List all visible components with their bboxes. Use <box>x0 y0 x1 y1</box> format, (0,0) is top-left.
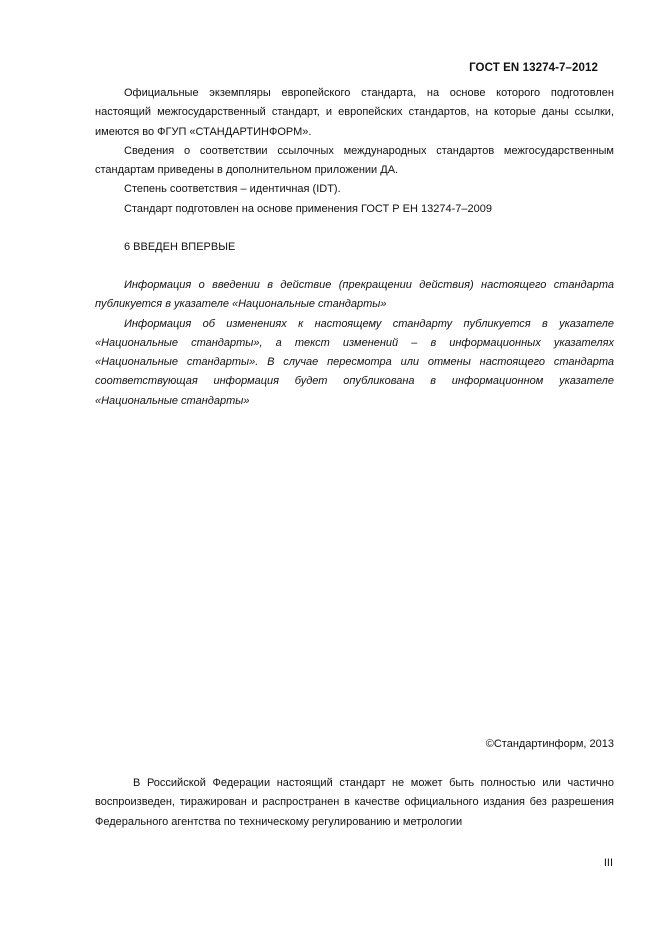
intro-paragraph-official-copies: Официальные экземпляры европейского стандарта, на основе которого подготовлен настоящий межгосударственный стандарт, и европейских стандартов, на которые даны ссылки, имеются во ФГУП «СТАНДАРТИНФОРМ». <box>95 87 614 138</box>
info-paragraph-changes: Информация об изменениях к настоящему стандарту публикуется в указателе «Национальные стандарты», а текст изменений – в информационных указателях «Национальные стандарты». В случае пересмотра или отмены настоящего стандарта соответствующая информация будет опубликована в информационном указателе «Национальные стандарты» <box>95 317 614 407</box>
document-code-header: ГОСТ EN 13274-7–2012 <box>469 62 598 74</box>
copyright-notice: ©Стандартинформ, 2013 <box>485 738 614 750</box>
info-section <box>95 276 614 411</box>
intro-paragraph-basis: Стандарт подготовлен на основе применения ГОСТ Р ЕН 13274-7–2009 <box>124 202 492 215</box>
rf-notice-section <box>95 774 614 832</box>
section-6 <box>124 238 643 257</box>
intro-paragraph-references: Сведения о соответствии ссылочных международных стандартов межгосударственным стандартам приведены в дополнительном приложении ДА. <box>95 144 614 177</box>
rf-notice-paragraph: В Российской Федерации настоящий стандарт не может быть полностью или частично воспроизведен, тиражирован и распространен в качестве официального издания без разрешения Федерального агентства по техническому регулированию и метрологии <box>95 777 614 828</box>
intro-section <box>95 84 614 219</box>
intro-paragraph-degree: Степень соответствия – идентичная (IDT). <box>124 183 341 196</box>
info-paragraph-introduction: Информация о введении в действие (прекращении действия) настоящего стандарта публикуется в указателе «Национальные стандарты» <box>95 279 614 311</box>
section-6-title: 6 ВВЕДЕН ВПЕРВЫЕ <box>124 241 236 253</box>
page-number: III <box>603 857 613 869</box>
